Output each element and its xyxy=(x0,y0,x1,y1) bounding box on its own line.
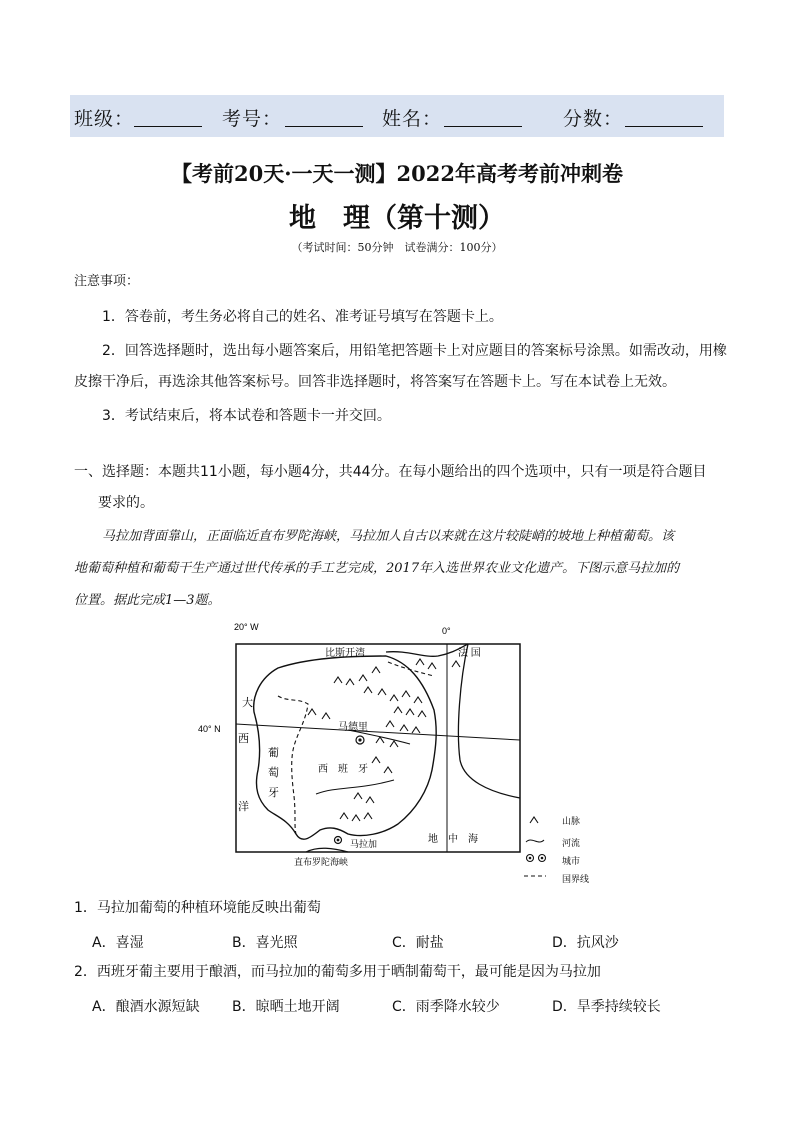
class-field[interactable] xyxy=(134,126,202,127)
gibraltar-label: 直布罗陀海峡 xyxy=(294,857,349,867)
question-1-option-d[interactable]: D．抗风沙 xyxy=(552,935,619,951)
question-2-option-c[interactable]: C．雨季降水较少 xyxy=(392,999,500,1015)
exam-series-title: 【考前20天·一天一测】2022年高考考前冲刺卷 xyxy=(171,161,623,186)
exam-no-field[interactable] xyxy=(285,126,363,127)
name-field[interactable] xyxy=(444,126,522,127)
biscay-label: 比斯开湾 xyxy=(325,648,365,659)
river-guadalquivir xyxy=(316,780,394,794)
legend-mountain-label: 山脉 xyxy=(562,816,581,826)
notice-item-1: 1．答卷前，考生务必将自己的姓名、准考证号填写在答题卡上。 xyxy=(102,309,503,325)
notice-item-2b: 皮擦干净后，再选涂其他答案标号。回答非选择题时，将答案写在答题卡上。写在本试卷上无效。 xyxy=(74,374,676,390)
portugal-label-3: 牙 xyxy=(268,787,279,799)
score-field[interactable] xyxy=(625,126,703,127)
section-heading: 一、选择题：本题共11小题，每小题4分，共44分。在每小题给出的四个选项中，只有一项是符合题目 xyxy=(74,464,707,480)
question-2-option-d[interactable]: D．旱季持续较长 xyxy=(552,999,661,1015)
notice-item-3: 3．考试结束后，将本试卷和答题卡一并交回。 xyxy=(102,408,391,424)
mountain-symbols xyxy=(308,659,460,821)
question-1-option-a[interactable]: A．喜湿 xyxy=(92,935,144,951)
score-label: 分数： xyxy=(563,108,624,130)
question-2-stem: 2．西班牙葡主要用于酿酒，而马拉加的葡萄多用于晒制葡萄干，最可能是因为马拉加 xyxy=(74,964,601,980)
portugal-label-2: 萄 xyxy=(268,767,279,779)
portugal-border xyxy=(278,696,308,834)
atlantic-label-2: 西 xyxy=(238,733,249,745)
question-1-option-b[interactable]: B．喜光照 xyxy=(232,935,298,951)
lat-40n-label: 40° N xyxy=(198,724,221,734)
notice-heading: 注意事项： xyxy=(74,274,140,289)
madrid-label: 马德里 xyxy=(338,722,368,733)
malaga-location-map xyxy=(198,620,618,888)
class-label: 班级： xyxy=(74,108,135,130)
france-label: 法 国 xyxy=(458,648,481,659)
madrid-city xyxy=(356,736,364,744)
passage-line-2: 地葡萄种植和葡萄干生产通过世代传承的手工艺完成，2017年入选世界农业文化遗产。下图示意马拉加的 xyxy=(74,561,680,576)
exam-info: （考试时间：50分钟 试卷满分：100分） xyxy=(291,241,503,254)
malaga-label: 马拉加 xyxy=(350,839,378,849)
spain-label: 西 班 牙 xyxy=(318,764,368,775)
iberia-coast xyxy=(254,656,436,839)
portugal-label-1: 葡 xyxy=(268,747,279,759)
legend-river-label: 河流 xyxy=(562,838,581,848)
question-1-stem: 1．马拉加葡萄的种植环境能反映出葡萄 xyxy=(74,900,321,916)
passage-line-1: 马拉加背面靠山，正面临近直布罗陀海峡，马拉加人自古以来就在这片较陡峭的坡地上种植葡萄。该 xyxy=(102,529,675,544)
name-label: 姓名： xyxy=(382,108,443,130)
question-1-option-c[interactable]: C．耐盐 xyxy=(392,935,444,951)
pyrenees-border xyxy=(388,662,434,676)
malaga-city xyxy=(335,837,342,844)
parallel-40n xyxy=(236,724,520,740)
subject-title: 地 理（第十测） xyxy=(289,203,505,234)
legend-border-label: 国界线 xyxy=(562,874,590,884)
lon-0-label: 0° xyxy=(442,626,451,636)
question-2-option-a[interactable]: A．酿酒水源短缺 xyxy=(92,999,200,1015)
exam-no-label: 考号： xyxy=(222,108,283,130)
france-coast xyxy=(386,644,468,656)
legend-river-symbol xyxy=(526,840,544,842)
lon-20w-label: 20° W xyxy=(234,622,259,632)
section-heading-cont: 要求的。 xyxy=(98,495,154,511)
notice-item-2a: 2．回答选择题时，选出每小题答案后，用铅笔把答题卡上对应题目的答案标号涂黑。如需改动，用橡 xyxy=(102,343,727,359)
med-sea-label: 地 中 海 xyxy=(428,834,478,845)
passage-line-3: 位置。据此完成1—3题。 xyxy=(74,593,221,608)
atlantic-label-3: 洋 xyxy=(238,801,249,813)
map-legend xyxy=(524,815,589,884)
legend-city-label: 城市 xyxy=(562,856,581,866)
question-2-option-b[interactable]: B．晾晒土地开阔 xyxy=(232,999,340,1015)
france-med-coast xyxy=(458,644,520,798)
atlantic-label-1: 大 xyxy=(242,697,253,709)
